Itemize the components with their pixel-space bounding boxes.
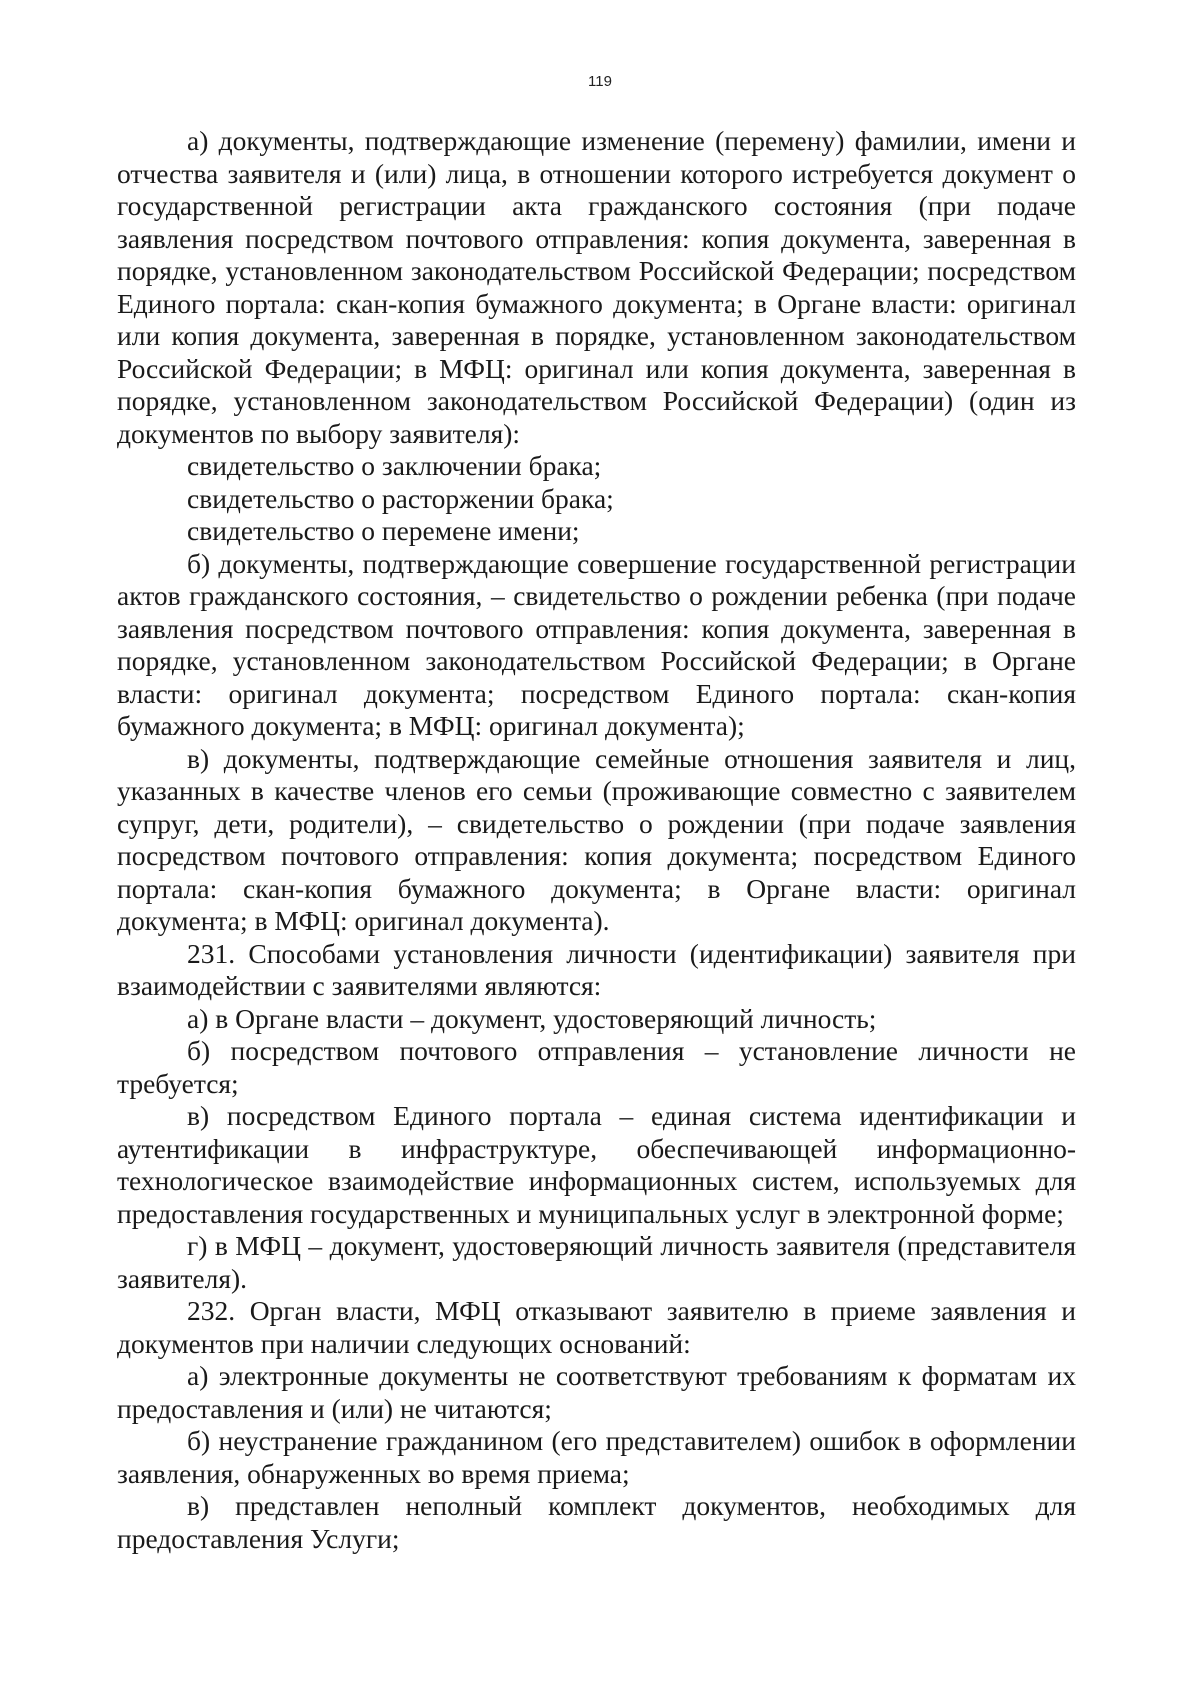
document-body xyxy=(117,125,1076,1555)
paragraph-item-a-name-change: а) документы, подтверждающие изменение (перемену) фамилии, имени и отчества заявителя и (или) лица, в отношении которого истребуется документ о государственной регистрации акта гражданского состояния (при подаче заявления посредством почтового отправления: копия документа, заверенная в порядке, установленном законодательством Российской Федерации; посредством Единого портала: скан-копия бумажного документа; в Органе власти: оригинал или копия документа, заверенная в порядке, установленном законодательством Российской Федерации; в МФЦ: оригинал или копия документа, заверенная в порядке, установленном законодательством Российской Федерации) (один из документов по выбору заявителя): xyxy=(117,125,1076,449)
paragraph-231-a: а) в Органе власти – документ, удостоверяющий личность; xyxy=(187,1002,877,1034)
paragraph-232-v: в) представлен неполный комплект документов, необходимых для предоставления Услуги; xyxy=(117,1490,1076,1554)
paragraph-232-b: б) неустранение гражданином (его представителем) ошибок в оформлении заявления, обнаруженных во время приема; xyxy=(117,1425,1076,1489)
paragraph-item-v-family-relations: в) документы, подтверждающие семейные отношения заявителя и лиц, указанных в качестве членов его семьи (проживающие совместно с заявителем супруг, дети, родители), – свидетельство о рождении (при подаче заявления посредством почтового отправления: копия документа; посредством Единого портала: скан-копия бумажного документа; в Органе власти: оригинал документа; в МФЦ: оригинал документа). xyxy=(117,742,1076,936)
paragraph-name-change-certificate: свидетельство о перемене имени; xyxy=(187,515,580,546)
paragraph-231-identification: 231. Способами установления личности (идентификации) заявителя при взаимодействии с заявителями являются: xyxy=(117,937,1076,1001)
paragraph-divorce-certificate: свидетельство о расторжении брака; xyxy=(187,482,614,514)
page-number: 119 xyxy=(588,73,612,90)
paragraph-231-g: г) в МФЦ – документ, удостоверяющий личность заявителя (представителя заявителя). xyxy=(117,1230,1076,1294)
paragraph-item-b-birth-registration: б) документы, подтверждающие совершение государственной регистрации актов гражданского состояния, – свидетельство о рождении ребенка (при подаче заявления посредством почтового отправления: копия документа, заверенная в порядке, установленном законодательством Российской Федерации; в Органе власти: оригинал документа; посредством Единого портала: скан-копия бумажного документа; в МФЦ: оригинал документа); xyxy=(117,547,1076,741)
paragraph-232-a: а) электронные документы не соответствуют требованиям к форматам их предоставления и (или) не читаются; xyxy=(117,1360,1076,1424)
paragraph-231-b: б) посредством почтового отправления – установление личности не требуется; xyxy=(117,1035,1076,1099)
paragraph-231-v: в) посредством Единого портала – единая система идентификации и аутентификации в инфраструктуре, обеспечивающей информационно-технологическое взаимодействие информационных систем, используемых для предоставления государственных и муниципальных услуг в электронной форме; xyxy=(117,1100,1076,1229)
paragraph-marriage-certificate: свидетельство о заключении брака; xyxy=(187,450,602,481)
paragraph-232-refusal: 232. Орган власти, МФЦ отказывают заявителю в приеме заявления и документов при наличии следующих оснований: xyxy=(117,1295,1076,1359)
